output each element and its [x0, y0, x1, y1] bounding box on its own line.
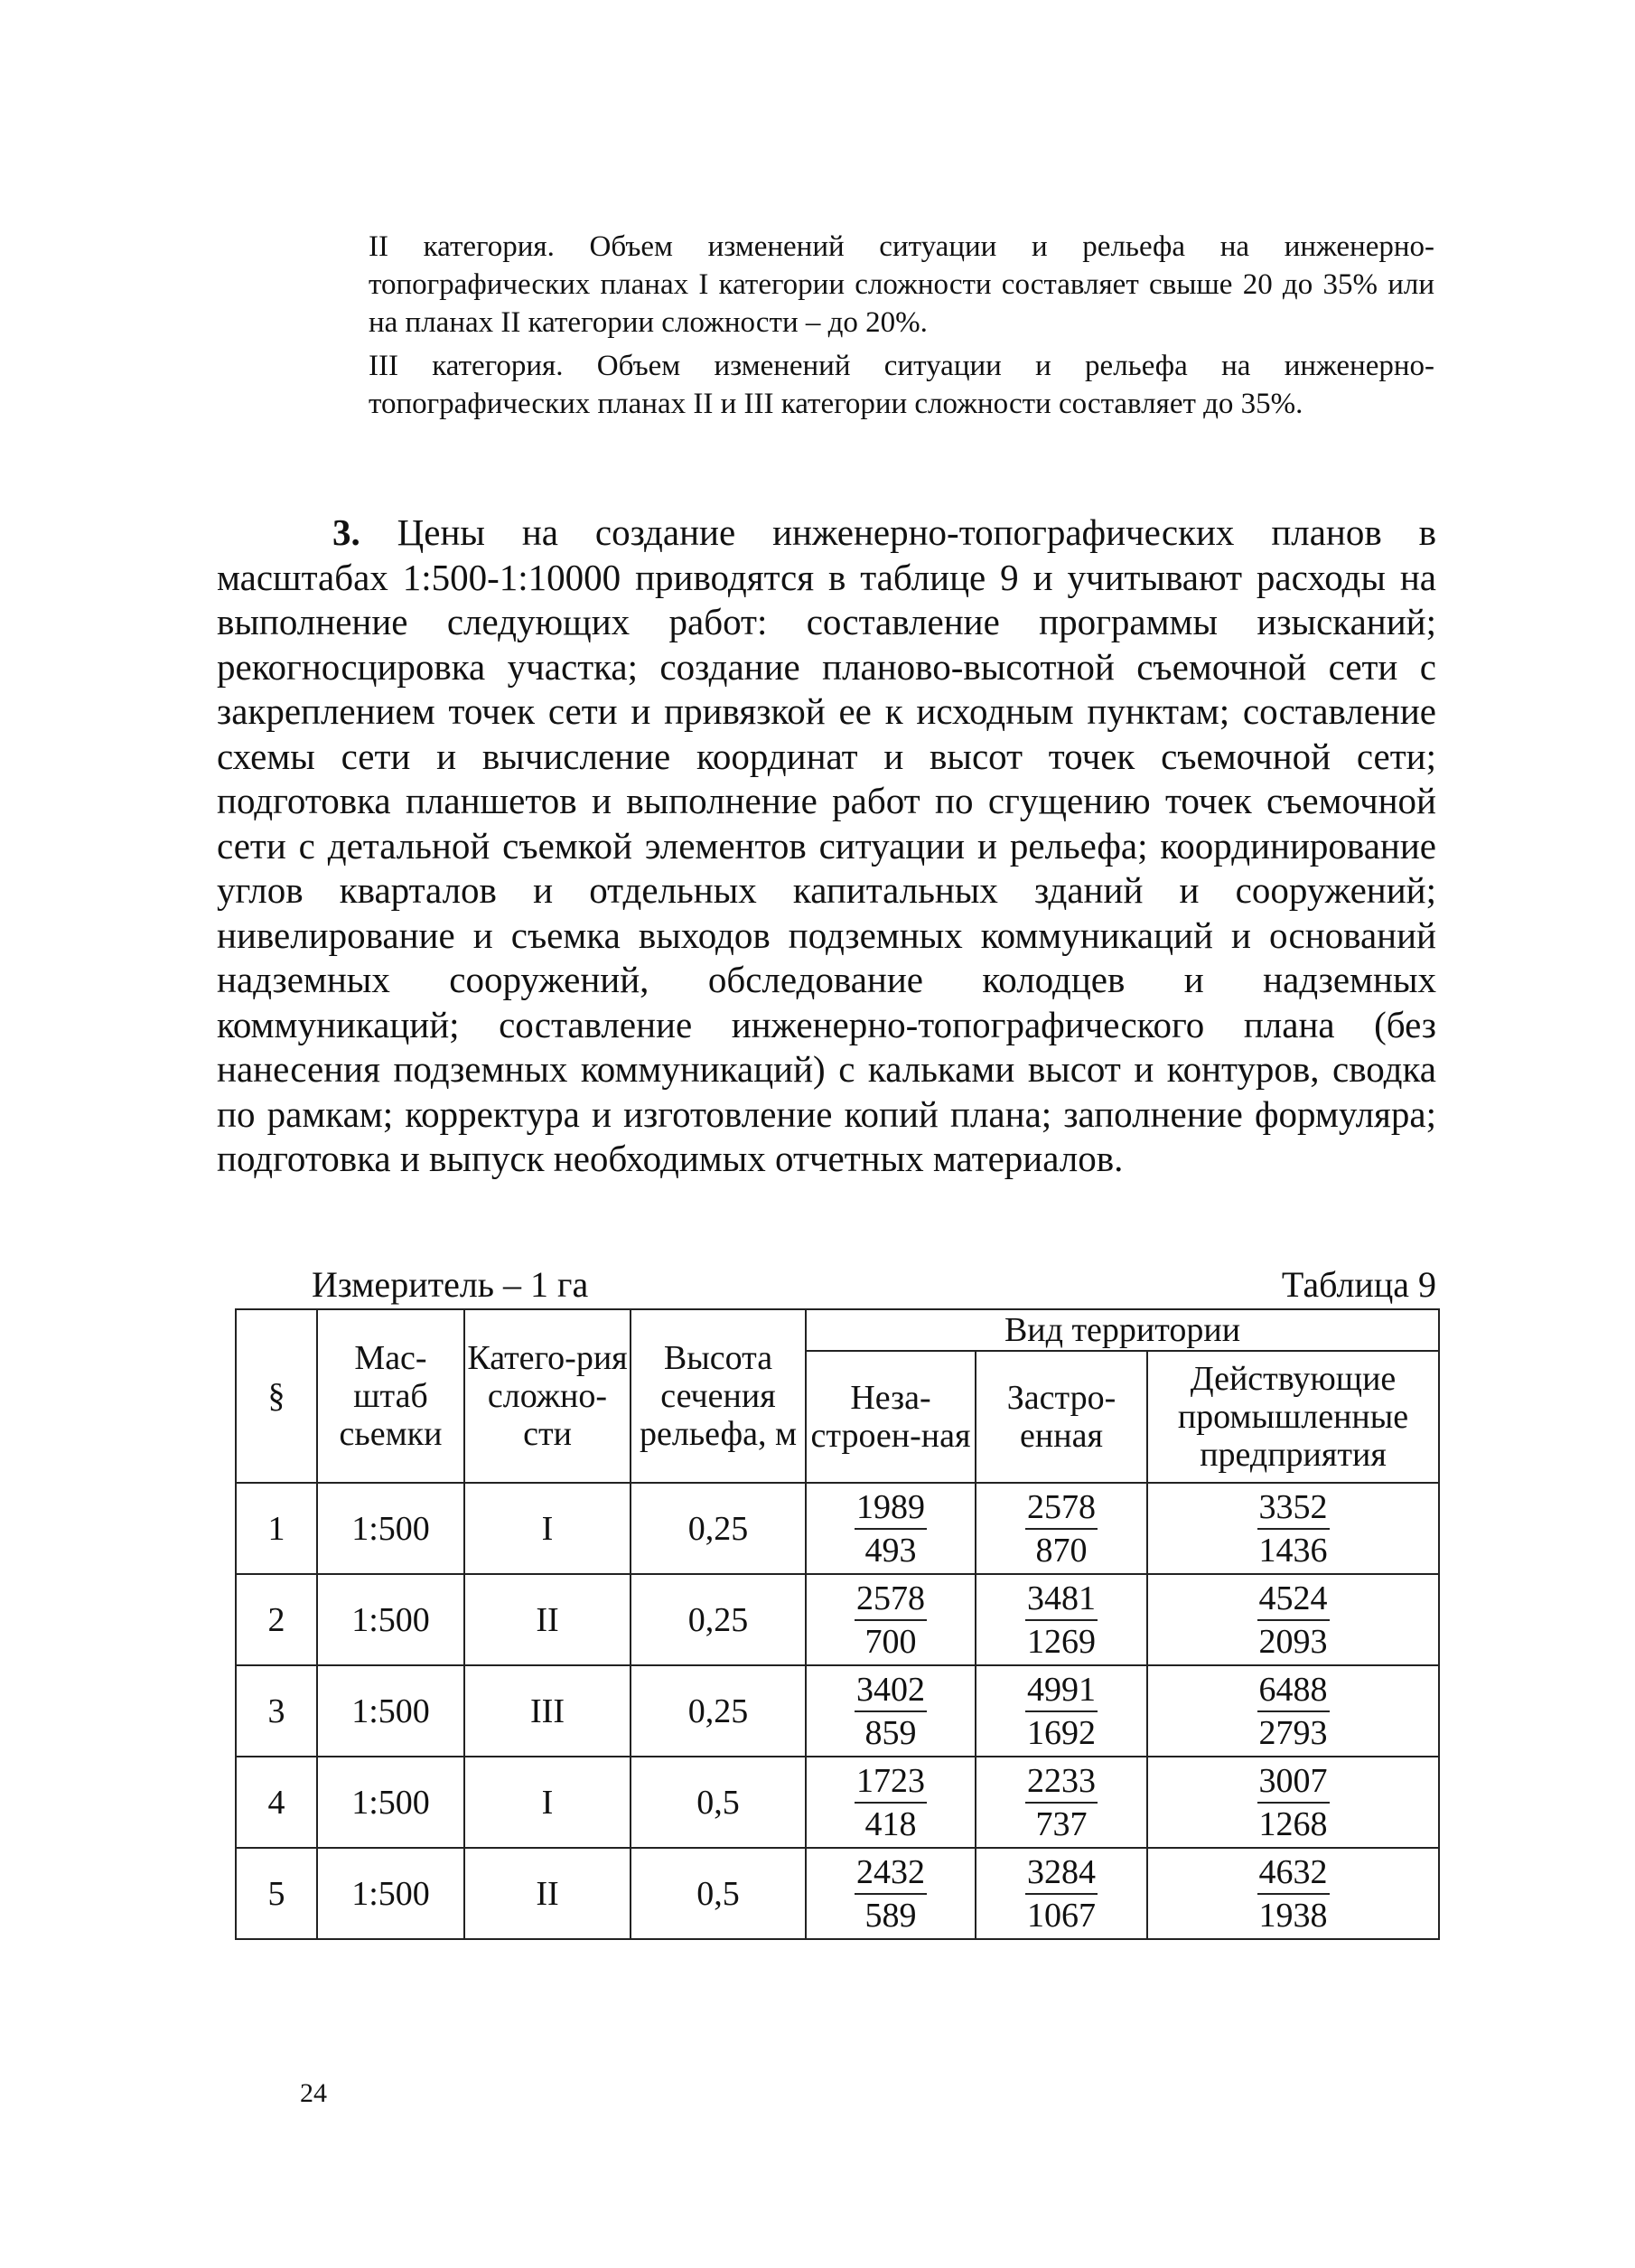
price-total: 3481: [1025, 1578, 1098, 1621]
price-total: 3402: [855, 1669, 927, 1712]
row-height: 0,5: [631, 1757, 806, 1848]
row-scale: 1:500: [317, 1757, 464, 1848]
price-undeveloped: [806, 1665, 976, 1757]
row-height: 0,25: [631, 1574, 806, 1665]
price-secondary: 1269: [1027, 1622, 1096, 1661]
price-fraction: [1025, 1760, 1098, 1845]
price-industrial: [1147, 1483, 1439, 1574]
price-total: 2578: [855, 1578, 927, 1621]
row-number: 2: [236, 1574, 317, 1665]
price-secondary: 700: [864, 1622, 917, 1661]
row-category: I: [464, 1757, 631, 1848]
section-number: 3.: [332, 511, 360, 553]
price-fraction: [1257, 1486, 1330, 1571]
row-category: I: [464, 1483, 631, 1574]
price-industrial: [1147, 1757, 1439, 1848]
price-secondary: 493: [864, 1531, 917, 1570]
price-undeveloped: [806, 1848, 976, 1939]
price-secondary: 1692: [1027, 1713, 1096, 1752]
price-built: [976, 1665, 1147, 1757]
table-row: [236, 1483, 1439, 1574]
price-total: 2233: [1025, 1760, 1098, 1804]
price-secondary: 418: [864, 1804, 917, 1843]
header-territory: Вид территории: [806, 1309, 1439, 1351]
price-total: 4524: [1257, 1578, 1330, 1621]
price-fraction: [855, 1578, 927, 1663]
price-secondary: 2093: [1258, 1622, 1328, 1661]
price-total: 3007: [1257, 1760, 1330, 1804]
price-fraction: [1025, 1578, 1098, 1663]
table-row: [236, 1665, 1439, 1757]
price-industrial: [1147, 1665, 1439, 1757]
section-3-paragraph: [217, 511, 1436, 1182]
price-fraction: [855, 1669, 927, 1754]
category-2-paragraph: II категория. Объем изменений ситуации и рельефа на инженерно-топографических планах I категории сложности составляет свыше 20 до 35% или на планах II категории сложности – до 20%.: [369, 230, 1434, 339]
price-fraction: [1025, 1486, 1098, 1571]
row-scale: 1:500: [317, 1665, 464, 1757]
price-total: 1723: [855, 1760, 927, 1804]
price-fraction: [1257, 1760, 1330, 1845]
price-undeveloped: [806, 1574, 976, 1665]
price-table: [235, 1308, 1440, 1940]
row-number: 1: [236, 1483, 317, 1574]
price-total: 1989: [855, 1486, 927, 1530]
price-fraction: [855, 1760, 927, 1845]
row-height: 0,25: [631, 1483, 806, 1574]
row-height: 0,5: [631, 1848, 806, 1939]
price-industrial: [1147, 1574, 1439, 1665]
row-category: II: [464, 1574, 631, 1665]
price-secondary: 1436: [1258, 1531, 1328, 1570]
row-scale: 1:500: [317, 1483, 464, 1574]
price-fraction: [1257, 1578, 1330, 1663]
row-category: III: [464, 1665, 631, 1757]
price-built: [976, 1848, 1147, 1939]
price-built: [976, 1483, 1147, 1574]
price-industrial: [1147, 1848, 1439, 1939]
row-number: 5: [236, 1848, 317, 1939]
price-total: 2432: [855, 1851, 927, 1895]
category-3-paragraph: III категория. Объем изменений ситуации и рельефа на инженерно-топографических планах II и III категории сложности составляет до 35%.: [369, 350, 1434, 420]
price-secondary: 589: [864, 1896, 917, 1935]
price-secondary: 2793: [1258, 1713, 1328, 1752]
price-fraction: [1257, 1851, 1330, 1936]
price-secondary: 859: [864, 1713, 917, 1752]
header-scale: Мас-штаб сьемки: [317, 1309, 464, 1483]
price-total: 4991: [1025, 1669, 1098, 1712]
price-secondary: 737: [1035, 1804, 1088, 1843]
price-secondary: 1067: [1027, 1896, 1096, 1935]
row-number: 3: [236, 1665, 317, 1757]
price-secondary: 1938: [1258, 1896, 1328, 1935]
price-fraction: [1025, 1851, 1098, 1936]
price-built: [976, 1757, 1147, 1848]
price-total: 2578: [1025, 1486, 1098, 1530]
price-total: 6488: [1257, 1669, 1330, 1712]
price-total: 4632: [1257, 1851, 1330, 1895]
price-undeveloped: [806, 1483, 976, 1574]
price-fraction: [855, 1486, 927, 1571]
price-fraction: [1025, 1669, 1098, 1754]
header-paragraph: §: [236, 1309, 317, 1483]
price-fraction: [855, 1851, 927, 1936]
price-undeveloped: [806, 1757, 976, 1848]
row-height: 0,25: [631, 1665, 806, 1757]
row-scale: 1:500: [317, 1574, 464, 1665]
table-row: [236, 1574, 1439, 1665]
page-number: 24: [300, 2078, 327, 2108]
header-category: Катего-рия сложно-сти: [464, 1309, 631, 1483]
price-total: 3284: [1025, 1851, 1098, 1895]
table-row: [236, 1757, 1439, 1848]
header-built: Застро-енная: [976, 1351, 1147, 1483]
price-secondary: 870: [1035, 1531, 1088, 1570]
table-unit-label: Измеритель – 1 га: [312, 1264, 589, 1305]
table-row: [236, 1848, 1439, 1939]
header-height: Высота сечения рельефа, м: [631, 1309, 806, 1483]
row-scale: 1:500: [317, 1848, 464, 1939]
section-3-text: Цены на создание инженерно-топографических планов в масштабах 1:500-1:10000 приводятся в таблице 9 и учитывают расходы на выполнение следующих работ: составление программы изысканий; рекогносцировка участка; создание планово-высотной съемочной сети с закреплением точек сети и привязкой ее к исходным пунктам; составление схемы сети и вычисление координат и высот точек съемочной сети; подготовка планшетов и выполнение работ по сгущению точек съемочной сети с детальной съемкой элементов ситуации и рельефа; координирование углов кварталов и отдельных капитальных зданий и сооружений; нивелирование и съемка выходов подземных коммуникаций и оснований надземных сооружений, обследование колодцев и надземных коммуникаций; составление инженерно-топографического плана (без нанесения подземных коммуникаций) с кальками высот и контуров, сводка по рамкам; корректура и изготовление копий плана; заполнение формуляра; подготовка и выпуск необходимых отчетных материалов.: [217, 511, 1436, 1179]
row-category: II: [464, 1848, 631, 1939]
price-secondary: 1268: [1258, 1804, 1328, 1843]
header-undeveloped: Неза-строен-ная: [806, 1351, 976, 1483]
price-fraction: [1257, 1669, 1330, 1754]
table-title: Таблица 9: [1281, 1264, 1436, 1305]
price-total: 3352: [1257, 1486, 1330, 1530]
header-industrial: Действующие промышленные предприятия: [1147, 1351, 1439, 1483]
row-number: 4: [236, 1757, 317, 1848]
price-built: [976, 1574, 1147, 1665]
